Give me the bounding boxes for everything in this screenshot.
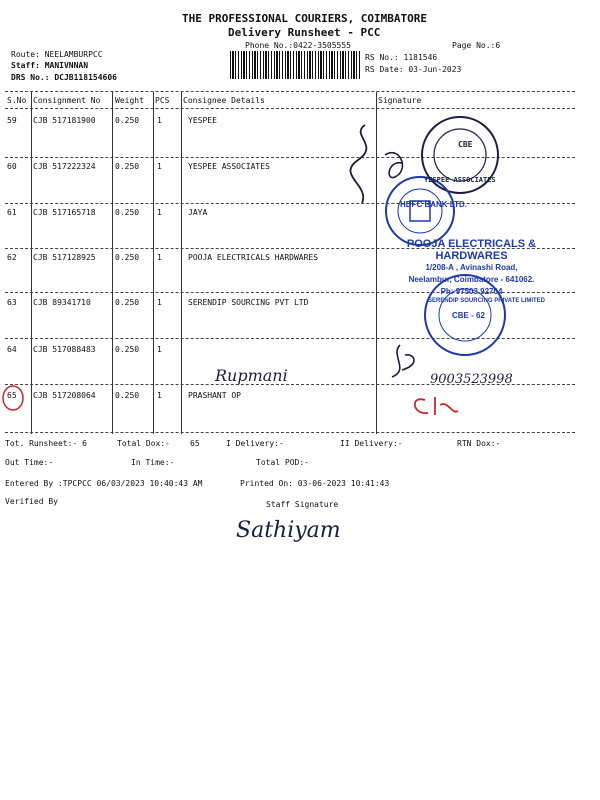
row-sno: 65	[7, 391, 17, 400]
row-consignment: CJB 517208064	[33, 391, 96, 400]
row-consignment: CJB 517181900	[33, 116, 96, 125]
row-sno: 61	[7, 208, 17, 217]
shop-name: POOJA ELECTRICALS & HARDWARES	[406, 238, 537, 262]
rtn-dox: RTN Dox:-	[457, 439, 501, 448]
table-bottom-rule	[5, 432, 575, 433]
row-pcs: 1	[157, 298, 162, 307]
shop-phone: Ph: 97503 92704	[440, 287, 503, 296]
hdfc-stamp-text: HDFC BANK LTD.	[400, 200, 467, 209]
row-consignee: POOJA ELECTRICALS HARDWARES	[188, 253, 319, 262]
shop-address-2: Neelambur, Coimbatore - 641062.	[408, 275, 535, 284]
row-sno: 60	[7, 162, 17, 171]
col-weight: Weight	[115, 96, 144, 105]
page-number: Page No.:6	[452, 41, 501, 50]
row-sno: 64	[7, 345, 17, 354]
total-dox-value: 65	[190, 439, 200, 448]
ii-delivery: II Delivery:-	[340, 439, 403, 448]
row-sno: 63	[7, 298, 17, 307]
row-weight: 0.250	[115, 298, 140, 307]
staff-signature: Sathiyam	[236, 518, 341, 543]
row-weight: 0.250	[115, 116, 140, 125]
out-time: Out Time:-	[5, 458, 54, 467]
company-name: THE PROFESSIONAL COURIERS, COIMBATORE	[182, 12, 428, 25]
header-rule	[5, 108, 575, 109]
i-delivery: I Delivery:-	[226, 439, 284, 448]
runsheet-title: Delivery Runsheet - PCC	[228, 26, 381, 39]
red-circle-mark	[0, 383, 26, 413]
staff-signature-label: Staff Signature	[266, 500, 339, 509]
serendip-stamp-text: SERENDIP SOURCING PRIVATE LIMITED	[428, 298, 546, 304]
verified-by: Verified By	[5, 497, 58, 506]
row-consignment: CJB 517128925	[33, 253, 96, 262]
row-weight: 0.250	[115, 162, 140, 171]
drs-number: DRS No.: DCJB118154606	[11, 73, 117, 82]
shop-address-1: 1/208-A , Avinashi Road,	[425, 263, 518, 272]
yespee-stamp-label: YESPEE ASSOCIATES	[424, 176, 496, 184]
yespee-stamp-text: CBE	[458, 140, 473, 149]
receiver-phone: 9003523998	[430, 372, 513, 387]
row-consignee: JAYA	[188, 208, 208, 217]
row-weight: 0.250	[115, 253, 140, 262]
rs-number: RS No.: 1181546	[365, 53, 438, 62]
phone-number: Phone No.:0422-3505555	[245, 41, 351, 50]
row-pcs: 1	[157, 116, 162, 125]
total-dox-label: Total Dox:-	[117, 439, 170, 448]
row-pcs: 1	[157, 391, 162, 400]
row-consignment: CJB 517165718	[33, 208, 96, 217]
col-divider	[112, 92, 113, 434]
serendip-stamp-center: CBE - 62	[452, 311, 485, 320]
row-consignee: PRASHANT OP	[188, 391, 241, 400]
row-pcs: 1	[157, 162, 162, 171]
row-pcs: 1	[157, 253, 162, 262]
row-sno: 62	[7, 253, 17, 262]
staff-name: Staff: MANIVNNAN	[11, 61, 89, 70]
col-consignment: Consignment No	[33, 96, 101, 105]
shop-stamp	[384, 238, 559, 298]
receiver-signature: Rupmani	[215, 366, 288, 385]
col-divider	[181, 92, 182, 434]
row-pcs: 1	[157, 208, 162, 217]
row-consignment: CJB 89341710	[33, 298, 91, 307]
col-divider	[31, 92, 32, 434]
col-consignee: Consignee Details	[183, 96, 265, 105]
row-weight: 0.250	[115, 345, 140, 354]
entered-by: Entered By :TPCPCC 06/03/2023 10:40:43 AM	[5, 479, 203, 488]
col-sno: S.No	[7, 96, 27, 105]
in-time: In Time:-	[131, 458, 175, 467]
tot-runsheet: Tot. Runsheet:- 6	[5, 439, 87, 448]
row-consignment: CJB 517088483	[33, 345, 96, 354]
route: Route: NEELAMBURPCC	[11, 50, 103, 59]
col-pcs: PCS	[155, 96, 170, 105]
row-weight: 0.250	[115, 208, 140, 217]
row-consignee: YESPEE ASSOCIATES	[188, 162, 270, 171]
row-consignee: YESPEE	[188, 116, 217, 125]
barcode	[230, 51, 360, 79]
row-pcs: 1	[157, 345, 162, 354]
printed-on: Printed On: 03-06-2023 10:41:43	[240, 479, 390, 488]
col-divider	[153, 92, 154, 434]
total-pod: Total POD:-	[256, 458, 309, 467]
row-weight: 0.250	[115, 391, 140, 400]
row-consignee: SERENDIP SOURCING PVT LTD	[188, 298, 309, 307]
rs-date: RS Date: 03-Jun-2023	[365, 65, 462, 74]
row-sno: 59	[7, 116, 17, 125]
col-signature: Signature	[378, 96, 422, 105]
table-top-rule	[5, 91, 575, 92]
row-consignment: CJB 517222324	[33, 162, 96, 171]
